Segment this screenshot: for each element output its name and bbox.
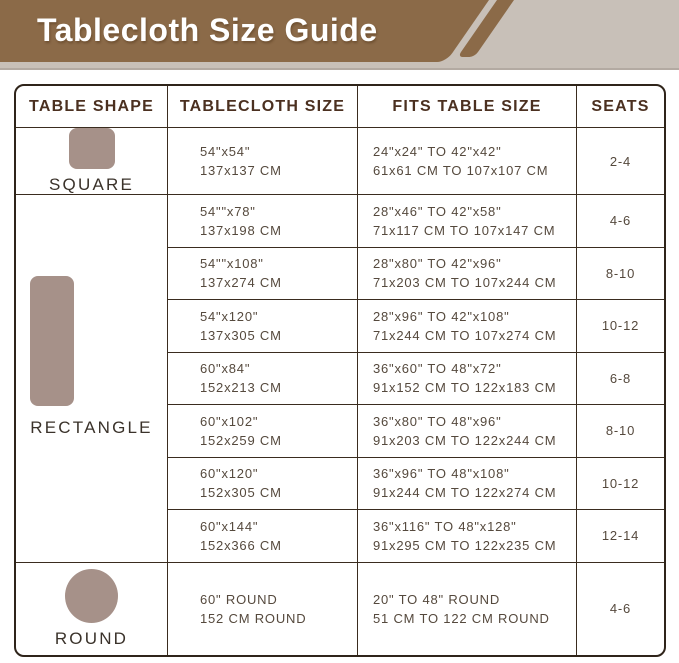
rectangle-shape-block [30,276,152,437]
column-header-seats: SEATS [577,86,664,128]
shape-label-square: SQUARE [49,175,134,194]
cloth-size-cm: 152x213 CM [200,380,282,396]
page-title: Tablecloth Size Guide [37,12,378,48]
fits-size-cm: 71x244 CM TO 107x274 CM [373,327,557,343]
cloth-size-inches: 60"x102" [200,413,259,429]
fits-size-cm: 91x244 CM TO 122x274 CM [373,485,557,501]
cloth-size-cm: 152x305 CM [200,485,282,501]
shape-cell-rectangle [16,195,168,563]
tablecloth-size-cell [168,405,358,458]
cloth-size-cm: 137x137 CM [200,163,282,178]
shape-label-rectangle: RECTANGLE [30,417,153,437]
column-header-fits-table-size: FITS TABLE SIZE [358,86,577,128]
fits-size-cm: 91x203 CM TO 122x244 CM [373,432,557,448]
fits-table-size-cell [358,128,577,195]
cloth-size-inches: 60"x120" [200,466,259,482]
fits-size-cm: 71x117 CM TO 107x147 CM [373,222,556,238]
fits-table-size-cell [358,458,577,511]
fits-size-cm: 91x295 CM TO 122x235 CM [373,537,557,553]
fits-table-size-cell [358,510,577,563]
cloth-size-inches: 54""x108" [200,256,264,272]
fits-size-cm: 71x203 CM TO 107x244 CM [373,275,557,291]
fits-table-size-cell [358,353,577,406]
cloth-size-cm: 137x274 CM [200,275,282,291]
cloth-size-inches: 54""x78" [200,203,256,219]
tablecloth-size-cell [168,458,358,511]
seats-cell: 12-14 [577,510,664,563]
cloth-size-inches: 60"x144" [200,518,259,534]
fits-size-inches: 36"x96" TO 48"x108" [373,466,510,482]
seats-cell: 6-8 [577,353,664,406]
fits-table-size-cell [358,563,577,656]
cloth-size-cm: 137x198 CM [200,222,282,238]
seats-cell: 4-6 [609,601,632,617]
seats-cell: 8-10 [577,248,664,301]
tablecloth-size-cell [168,195,358,248]
fits-table-size-cell [358,300,577,353]
tablecloth-size-cell [168,128,358,195]
column-header-tablecloth-size: TABLECLOTH SIZE [168,86,358,128]
column-header-table-shape: TABLE SHAPE [16,86,168,128]
cloth-size-inches: 54"x120" [200,308,259,324]
square-shape-icon [69,128,115,169]
cloth-size-cm: 152 CM ROUND [200,610,307,626]
seats-cell: 10-12 [577,300,664,353]
fits-size-inches: 28"x96" TO 42"x108" [373,308,510,324]
seats-cell: 8-10 [577,405,664,458]
shape-label-round: ROUND [54,629,129,649]
cloth-size-inches: 60" ROUND [200,591,278,607]
cloth-size-cm: 152x259 CM [200,432,282,448]
fits-size-inches: 28"x80" TO 42"x96" [373,256,502,272]
tablecloth-size-cell [168,300,358,353]
cloth-size-cm: 137x305 CM [200,327,282,343]
shape-cell-round [16,563,168,656]
fits-size-inches: 28"x46" TO 42"x58" [373,203,502,219]
cloth-size-cm: 152x366 CM [200,537,282,553]
fits-table-size-cell [358,248,577,301]
seats-cell: 10-12 [577,458,664,511]
fits-size-inches: 20" TO 48" ROUND [373,591,501,607]
fits-size-cm: 91x152 CM TO 122x183 CM [373,380,557,396]
rectangle-shape-icon [30,276,74,406]
shape-cell-square [16,128,168,195]
fits-size-inches: 24"x24" TO 42"x42" [373,144,502,159]
size-guide-table [14,84,666,657]
tablecloth-size-cell [168,353,358,406]
circle-shape-icon [65,569,118,623]
fits-size-cm: 51 CM TO 122 CM ROUND [373,610,550,626]
seats-cell: 4-6 [577,195,664,248]
fits-size-inches: 36"x116" TO 48"x128" [373,518,517,534]
tablecloth-size-cell [168,510,358,563]
tablecloth-size-cell [168,563,358,656]
fits-size-inches: 36"x80" TO 48"x96" [373,413,502,429]
fits-size-inches: 36"x60" TO 48"x72" [373,361,502,377]
cloth-size-inches: 60"x84" [200,361,251,377]
cloth-size-inches: 54"x54" [200,144,251,159]
fits-table-size-cell [358,195,577,248]
fits-size-cm: 61x61 CM TO 107x107 CM [373,163,549,178]
tablecloth-size-cell [168,248,358,301]
fits-table-size-cell [358,405,577,458]
seats-cell: 2-4 [577,128,664,195]
